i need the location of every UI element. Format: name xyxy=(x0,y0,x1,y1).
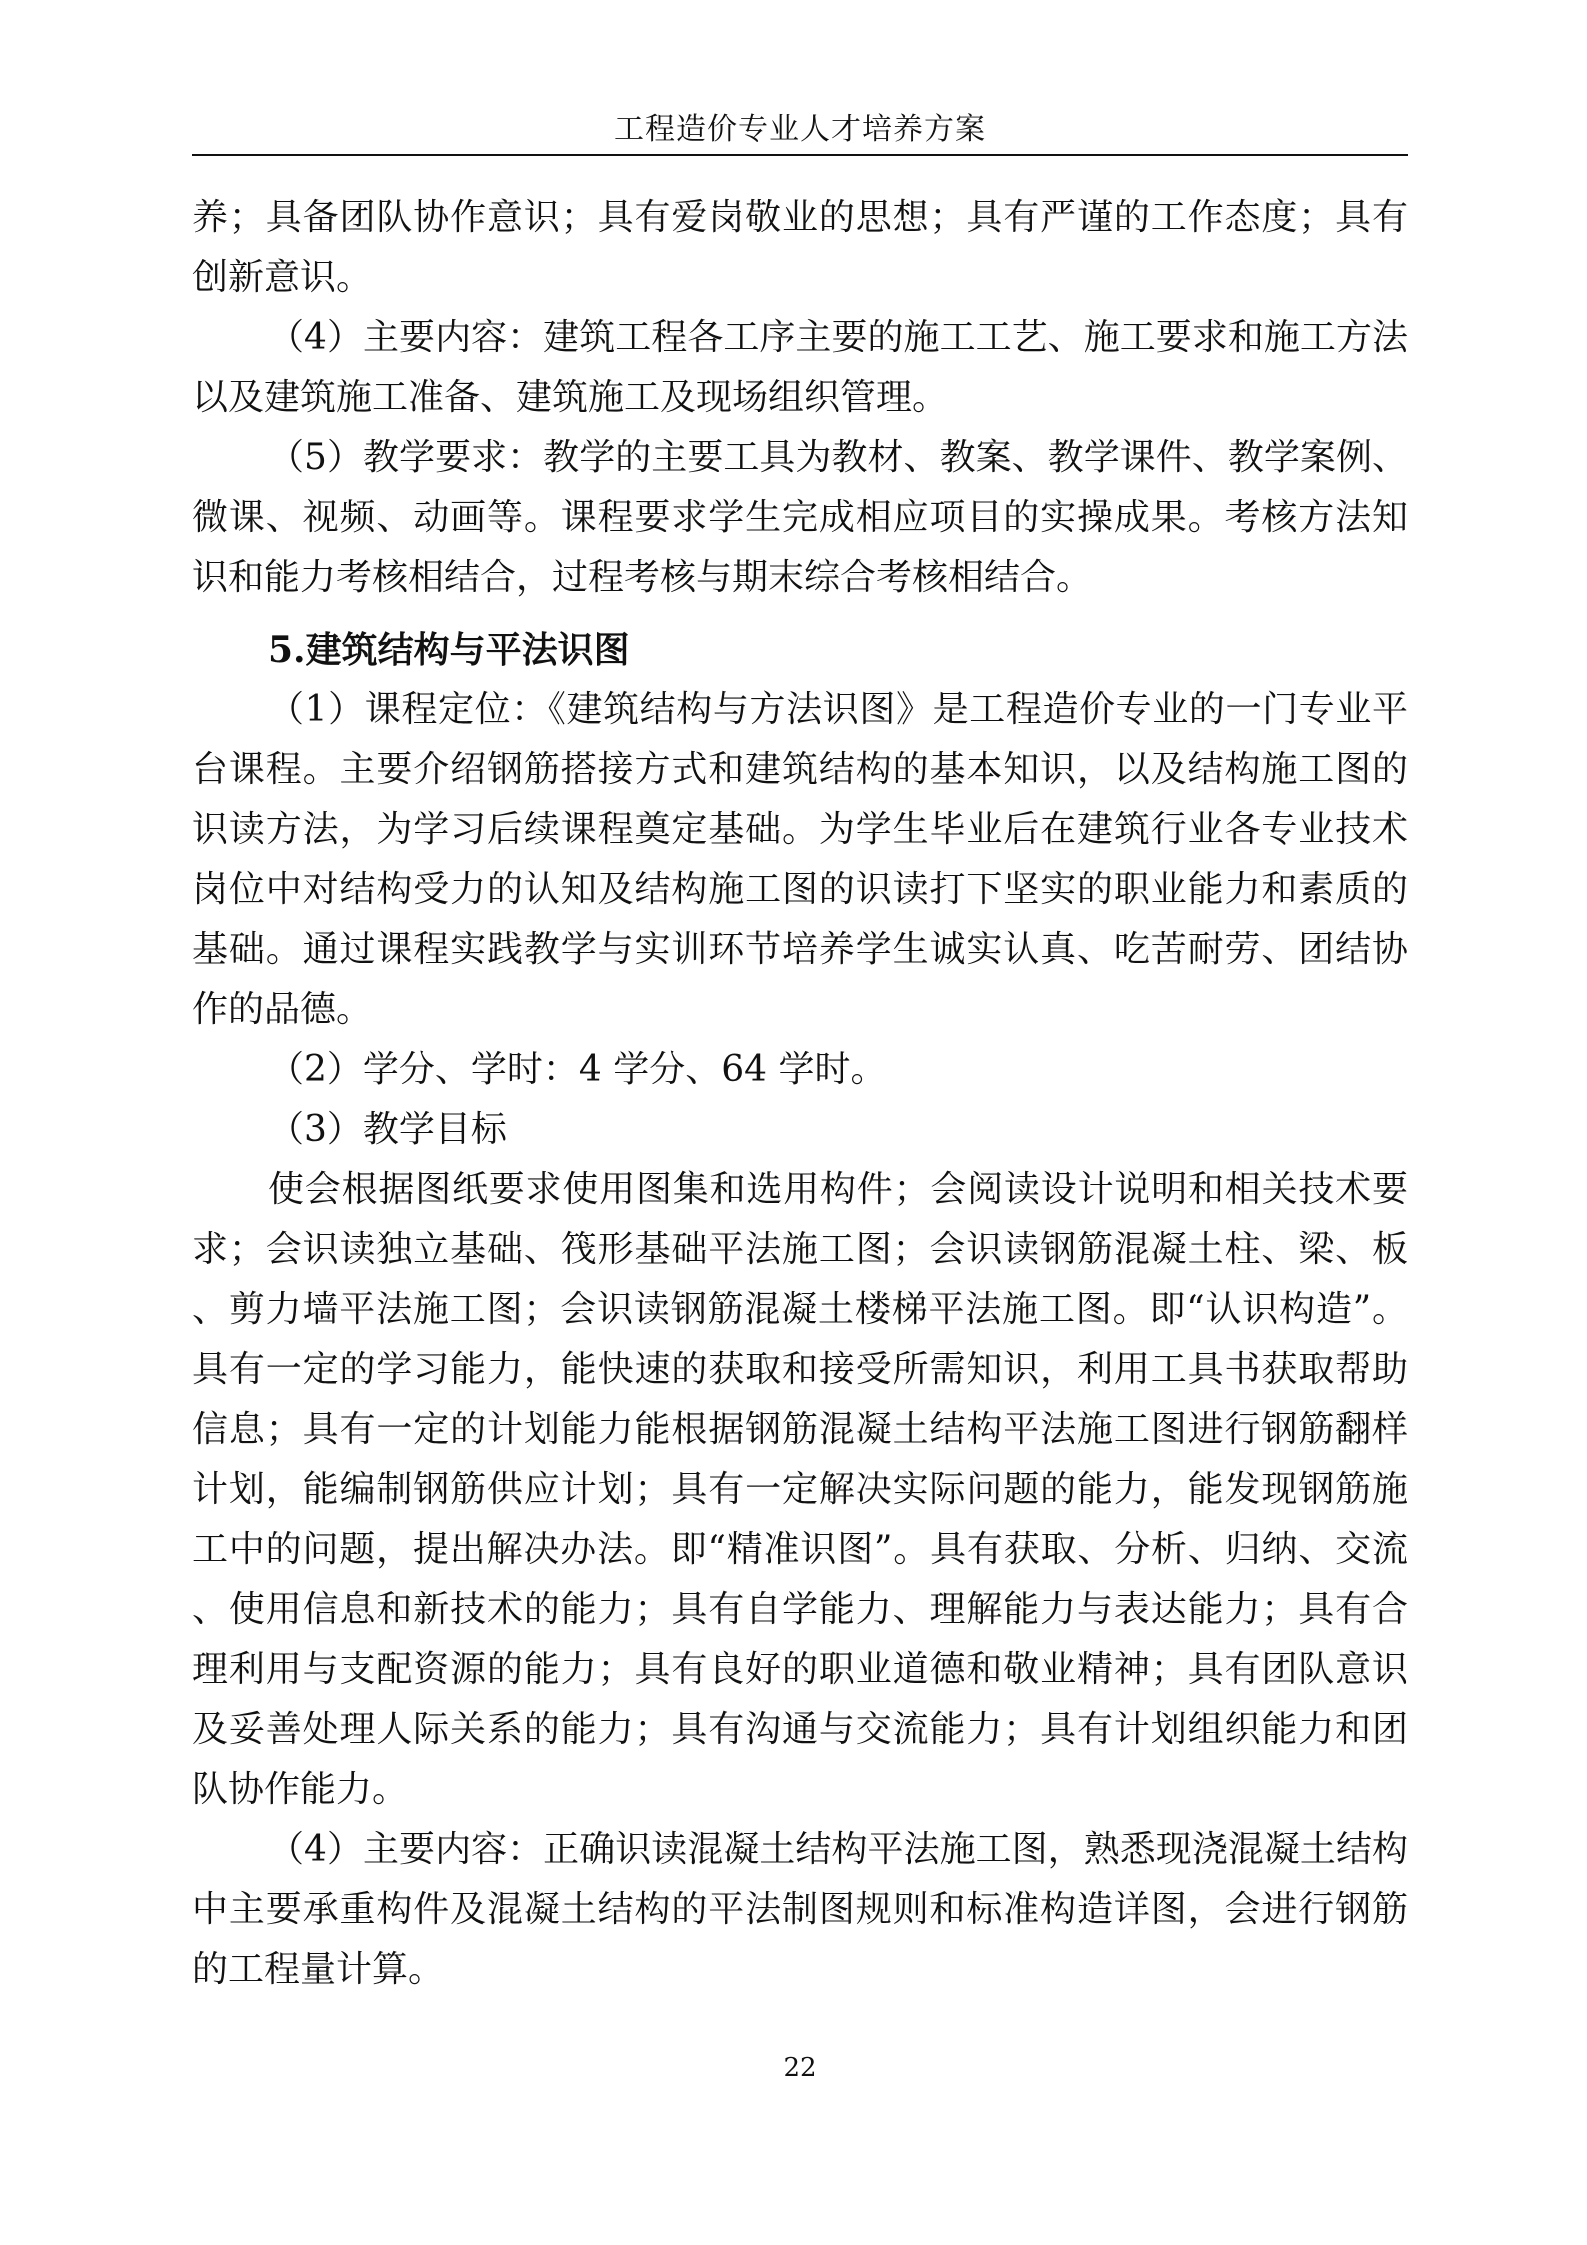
paragraph-teaching-requirements: （5）教学要求：教学的主要工具为教材、教案、教学课件、教学案例、微课、视频、动画等。课程要求学生完成相应项目的实操成果。考核方法知识和能力考核相结合，过程考核与期末综合考核相结合。 xyxy=(192,437,1408,598)
paragraph-credits-hours: （2）学分、学时：4 学分、64 学时。 xyxy=(268,1049,887,1090)
paragraph-main-content-structure: （4）主要内容：正确识读混凝土结构平法施工图，熟悉现浇混凝土结构中主要承重构件及混凝土结构的平法制图规则和标准构造详图，会进行钢筋的工程量计算。 xyxy=(192,1829,1408,1990)
paragraph-teaching-goals-body: 使会根据图纸要求使用图集和选用构件；会阅读设计说明和相关技术要求；会识读独立基础、筏形基础平法施工图；会识读钢筋混凝土柱、梁、板、剪力墙平法施工图；会识读钢筋混凝土楼梯平法施工图。即“认识构造”。 具有一定的学习能力，能快速的获取和接受所需知识，利用工具书获取帮助信息；具有一定的计划能力能根据钢筋混凝土结构平法施工图进行钢筋翻样计划，能编制钢筋供应计划；具有一定解决实际问题的能力，能发现钢筋施工中的问题，提出解决办法。即“精准识图”。具有获取、分析、归纳、交流、使用信息和新技术的能力；具有自学能力、理解能力与表达能力；具有合理利用与支配资源的能力；具有良好的职业道德和敬业精神；具有团队意识及妥善处理人际关系的能力；具有沟通与交流能力；具有计划组织能力和团队协作能力。 xyxy=(192,1169,1408,1810)
paragraph-main-content: （4）主要内容：建筑工程各工序主要的施工工艺、施工要求和施工方法以及建筑施工准备、建筑施工及现场组织管理。 xyxy=(192,317,1408,418)
header-rule xyxy=(192,154,1408,156)
page-header-title: 工程造价专业人才培养方案 xyxy=(614,112,986,147)
paragraph-teaching-goals-title: （3）教学目标 xyxy=(268,1109,507,1150)
document-body xyxy=(192,188,1408,2000)
paragraph-course-position: （1）课程定位：《建筑结构与方法识图》是工程造价专业的一门专业平台课程。主要介绍钢筋搭接方式和建筑结构的基本知识，以及结构施工图的识读方法，为学习后续课程奠定基础。为学生毕业后在建筑行业各专业技术岗位中对结构受力的认知及结构施工图的识读打下坚实的职业能力和素质的基础。通过课程实践教学与实训环节培养学生诚实认真、吃苦耐劳、团结协作的品德。 xyxy=(192,689,1408,1030)
section-heading: 5.建筑结构与平法识图 xyxy=(268,629,630,671)
page-number: 22 xyxy=(783,2053,817,2083)
paragraph-continuation: 养；具备团队协作意识；具有爱岗敬业的思想；具有严谨的工作态度；具有创新意识。 xyxy=(192,197,1408,298)
